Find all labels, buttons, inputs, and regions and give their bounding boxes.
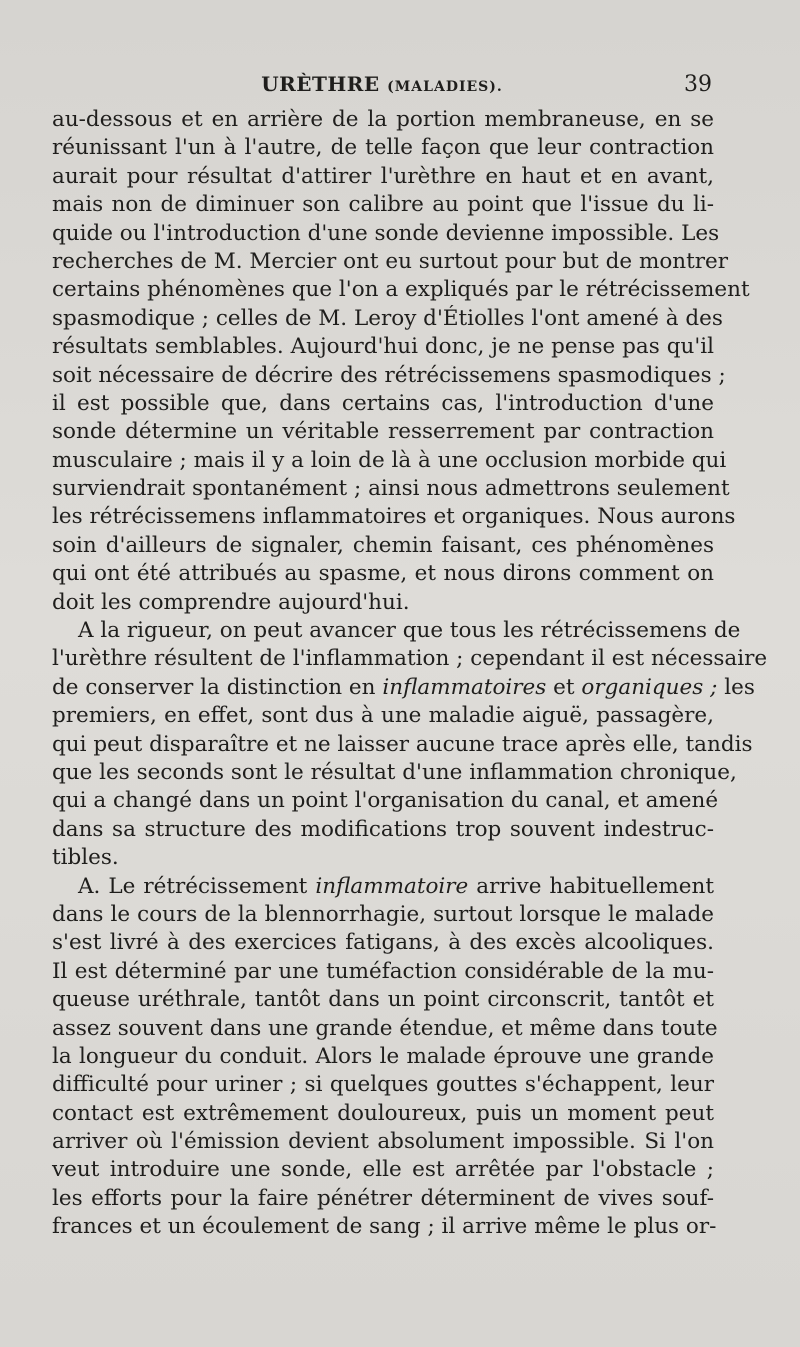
text-line: la longueur du conduit. Alors le malade éprouve une grande [52, 1043, 714, 1069]
text-line: difficulté pour uriner ; si quelques gouttes s'échappent, leur [52, 1072, 714, 1098]
text-line: surviendrait spontanément ; ainsi nous admettrons seulement [52, 476, 730, 502]
text-line: soit nécessaire de décrire des rétrécissemens spasmodiques ; [52, 362, 726, 388]
italic-term: inflammatoires [382, 674, 547, 700]
running-title [52, 72, 712, 96]
text-line: sonde détermine un véritable resserrement par contraction [52, 419, 714, 445]
text-line: assez souvent dans une grande étendue, et même dans toute [52, 1015, 718, 1041]
text-line: certains phénomènes que l'on a expliqués par le rétrécissement [52, 277, 750, 303]
text-line: l'urèthre résultent de l'inflammation ; cependant il est nécessaire [52, 646, 768, 672]
running-title-paren: (MALADIES). [387, 79, 503, 95]
italic-term: organiques ; [581, 674, 718, 700]
body-text [52, 106, 768, 1242]
text-line: réunissant l'un à l'autre, de telle façon que leur contraction [52, 135, 714, 161]
text-line-mixed [52, 873, 714, 901]
text-line: résultats semblables. Aujourd'hui donc, je ne pense pas qu'il [52, 334, 714, 360]
text-line: spasmodique ; celles de M. Leroy d'Étiolles l'ont amené à des [52, 305, 723, 331]
running-title-main: URÈTHRE [261, 72, 380, 96]
text-line: il est possible que, dans certains cas, l'introduction d'une [52, 390, 714, 416]
text-fragment: et [553, 674, 575, 700]
text-line: s'est livré à des exercices fatigans, à des excès alcooliques. [52, 930, 714, 956]
text-line: doit les comprendre aujourd'hui. [52, 589, 410, 615]
text-line: qui ont été attribués au spasme, et nous dirons comment on [52, 561, 714, 587]
text-line: quide ou l'introduction d'une sonde devienne impossible. Les [52, 220, 720, 246]
text-fragment: arrive habituellement [476, 873, 715, 899]
text-fragment: les [724, 674, 755, 700]
text-line: qui peut disparaître et ne laisser aucune trace après elle, tandis [52, 731, 753, 757]
text-line: aurait pour résultat d'attirer l'urèthre en haut et en avant, [52, 163, 714, 189]
text-line: au-dessous et en arrière de la portion membraneuse, en se [52, 107, 714, 132]
text-line: recherches de M. Mercier ont eu surtout pour but de montrer [52, 248, 729, 274]
text-line: arriver où l'émission devient absolument impossible. Si l'on [52, 1129, 714, 1155]
text-line: qui a changé dans un point l'organisation du canal, et amené [52, 788, 719, 814]
text-line: musculaire ; mais il y a loin de là à une occlusion morbide qui [52, 447, 727, 473]
text-line: mais non de diminuer son calibre au point que l'issue du li- [52, 192, 714, 218]
italic-term: inflammatoire [315, 873, 469, 899]
text-line: dans le cours de la blennorrhagie, surtout lorsque le malade [52, 901, 714, 927]
text-fragment: A. Le rétrécissement [78, 873, 308, 899]
page-number: 39 [684, 72, 712, 97]
text-line: veut introduire une sonde, elle est arrêtée par l'obstacle ; [52, 1157, 714, 1183]
text-line: les rétrécissemens inflammatoires et organiques. Nous aurons [52, 504, 736, 530]
text-line: soin d'ailleurs de signaler, chemin faisant, ces phénomènes [52, 532, 714, 558]
text-line: frances et un écoulement de sang ; il arrive même le plus or- [52, 1214, 717, 1240]
text-line: contact est extrêmement douloureux, puis un moment peut [52, 1100, 714, 1126]
text-line: dans sa structure des modifications trop souvent indestruc- [52, 816, 714, 842]
text-line: Il est déterminé par une tuméfaction considérable de la mu- [52, 958, 714, 984]
text-line: A la rigueur, on peut avancer que tous les rétrécissemens de [78, 618, 741, 644]
text-fragment: de conserver la distinction en [52, 674, 376, 700]
text-line: tibles. [52, 845, 119, 871]
page-header [52, 72, 712, 104]
text-line: les efforts pour la faire pénétrer déterminent de vives souf- [52, 1185, 714, 1211]
text-line: que les seconds sont le résultat d'une inflammation chronique, [52, 759, 737, 785]
text-line: queuse uréthrale, tantôt dans un point circonscrit, tantôt et [52, 987, 714, 1013]
text-line-mixed [52, 674, 755, 702]
text-line: premiers, en effet, sont dus à une maladie aiguë, passagère, [52, 703, 714, 729]
